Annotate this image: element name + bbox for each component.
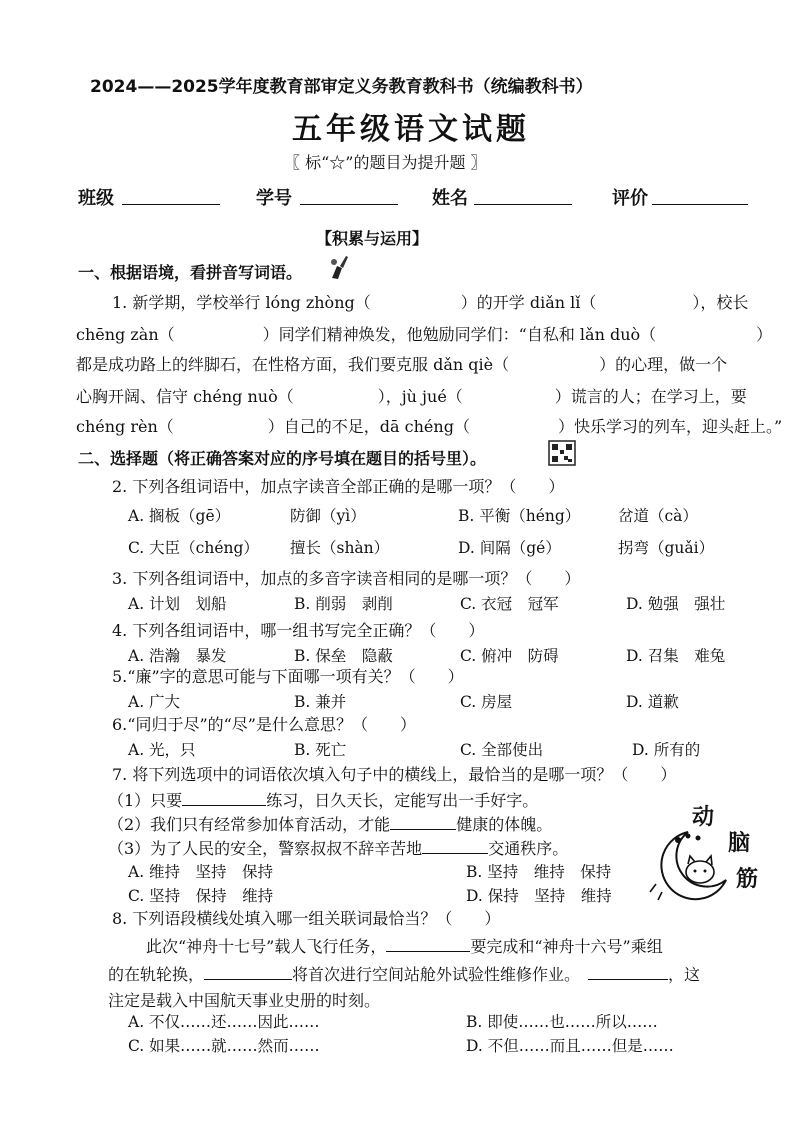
q7-blank-1[interactable]: [182, 791, 266, 806]
series-title: 2024——2025学年度教育部审定义务教育教科书（统编教科书）: [90, 77, 593, 97]
q8-para-line-2: 的在轨轮换， 将首次进行空间站舱外试验性维修作业。 ，这: [108, 965, 701, 984]
q7-opt-a[interactable]: A. 维持 坚持 保持: [128, 863, 274, 881]
field-name-label: 姓名: [432, 188, 468, 209]
field-grade-blank[interactable]: [652, 204, 748, 205]
q2-opt-d2: 拐弯（guǎi）: [618, 539, 715, 557]
moon-cat-icon: [648, 828, 734, 902]
field-name-blank[interactable]: [474, 204, 572, 205]
q4-opt-c[interactable]: C. 俯冲 防碍: [460, 647, 559, 665]
brain-teaser-badge: [644, 800, 764, 904]
q7-sentence-1: （1）只要 练习，日久天长，定能写出一手好字。: [108, 791, 539, 810]
q7-stem: 7. 将下列选项中的词语依次填入句子中的横线上，最恰当的是哪一项？（ ）: [112, 765, 677, 784]
q3-opt-c[interactable]: C. 衣冠 冠军: [460, 595, 559, 613]
q4-opt-d[interactable]: D. 召集 难兔: [626, 647, 726, 665]
field-grade-label: 评价: [612, 188, 648, 209]
part2-heading: 二、选择题（将正确答案对应的序号填在题目的括号里）。: [78, 449, 487, 468]
p1-line-5: chéng rèn（ ）自己的不足，dā chéng（ ）快乐学习的列车，迎头赶上。”: [76, 417, 783, 436]
field-class-label: 班级: [78, 188, 114, 209]
q3-opt-d[interactable]: D. 勉强 强壮: [626, 595, 726, 613]
q2-opt-d1[interactable]: D. 间隔（gé）: [458, 539, 561, 557]
q4-opt-a[interactable]: A. 浩瀚 暴发: [128, 647, 227, 665]
p1-line-3: 都是成功路上的绊脚石，在性格方面，我们要克服 dǎn qiè（ ）的心理，做一个: [76, 355, 728, 374]
q8-opt-d[interactable]: D. 不但……而且……但是……: [466, 1037, 674, 1055]
q6-opt-d[interactable]: D. 所有的: [632, 741, 701, 759]
q6-stem: 6.“同归于尽”的“尽”是什么意思？（ ）: [112, 715, 416, 734]
field-class-blank[interactable]: [122, 204, 220, 205]
q7-opt-d[interactable]: D. 保持 坚持 维持: [466, 887, 612, 905]
q2-opt-b2: 岔道（cà）: [618, 507, 698, 525]
q2-stem: 2. 下列各组词语中，加点字读音全部正确的是哪一项？（ ）: [112, 477, 565, 496]
qr-code-icon: [548, 440, 576, 466]
p1-line-1: 1. 新学期，学校举行 lóng zhòng（ ）的开学 diǎn lǐ（ ），校长: [112, 293, 749, 312]
p1-line-4: 心胸开阔、信守 chéng nuò（ ），jù jué（ ）谎言的人；在学习上，要: [76, 387, 747, 406]
q8-stem: 8. 下列语段横线处填入哪一组关联词最恰当？（ ）: [112, 909, 501, 928]
q5-opt-d[interactable]: D. 道歉: [626, 693, 679, 711]
q3-opt-b[interactable]: B. 削弱 剥削: [294, 595, 393, 613]
q8-blank-2[interactable]: [204, 965, 292, 980]
q6-opt-a[interactable]: A. 光，只: [128, 741, 196, 759]
q7-opt-b[interactable]: B. 坚持 维持 保持: [466, 863, 612, 881]
q2-opt-c1[interactable]: C. 大臣（chéng）: [128, 539, 259, 557]
field-id-blank[interactable]: [300, 204, 398, 205]
field-id-label: 学号: [256, 188, 292, 209]
q3-opt-a[interactable]: A. 计划 划船: [128, 595, 227, 613]
q5-stem: 5.“廉”字的意思可能与下面哪一项有关？（ ）: [112, 667, 464, 686]
q3-stem: 3. 下列各组词语中，加点的多音字读音相同的是哪一项？（ ）: [112, 569, 581, 588]
q7-blank-3[interactable]: [422, 839, 488, 854]
q8-para-line-1: 此次“神舟十七号”载人飞行任务， 要完成和“神舟十六号”乘组: [146, 937, 663, 956]
section-title: 【积累与运用】: [316, 229, 429, 248]
q5-opt-c[interactable]: C. 房屋: [460, 693, 513, 711]
writing-hand-icon: [328, 254, 350, 280]
p1-line-2: chēng zàn（ ）同学们精神焕发，他勉励同学们：“自私和 lǎn duò（ ）: [76, 325, 773, 344]
q6-opt-b[interactable]: B. 死亡: [294, 741, 347, 759]
q7-opt-c[interactable]: C. 坚持 保持 维持: [128, 887, 274, 905]
q8-opt-b[interactable]: B. 即使……也……所以……: [466, 1013, 658, 1031]
q8-opt-a[interactable]: A. 不仅……还……因此……: [128, 1013, 320, 1031]
q2-opt-b1[interactable]: B. 平衡（héng）: [458, 507, 581, 525]
q8-opt-c[interactable]: C. 如果……就……然而……: [128, 1037, 320, 1055]
q6-opt-c[interactable]: C. 全部使出: [460, 741, 544, 759]
q5-opt-b[interactable]: B. 兼并: [294, 693, 347, 711]
q5-opt-a[interactable]: A. 广大: [128, 693, 181, 711]
badge-char-3: 筋: [736, 867, 759, 892]
q2-opt-a2: 防御（yì）: [290, 507, 366, 525]
q4-stem: 4. 下列各组词语中，哪一组书写完全正确？（ ）: [112, 621, 485, 640]
q8-blank-1[interactable]: [386, 937, 470, 952]
q2-opt-c2: 擅长（shàn）: [290, 539, 390, 557]
q8-blank-3[interactable]: [588, 965, 668, 980]
q2-opt-a1[interactable]: A. 搁板（gē）: [128, 507, 231, 525]
badge-char-1: 动: [692, 805, 715, 830]
q8-para-line-3: 注定是载入中国航天事业史册的时刻。: [108, 991, 381, 1010]
q4-opt-b[interactable]: B. 保垒 隐蔽: [294, 647, 393, 665]
part1-heading: 一、根据语境，看拼音写词语。: [78, 263, 303, 282]
q7-sentence-3: （3）为了人民的安全，警察叔叔不辞辛苦地 交通秩序。: [108, 839, 569, 858]
q7-sentence-2: （2）我们只有经常参加体育活动，才能 健康的体魄。: [108, 815, 553, 834]
page-title: 五年级语文试题: [292, 112, 530, 147]
q7-blank-2[interactable]: [390, 815, 456, 830]
note-line: 〖 标“☆”的题目为提升题 〗: [284, 153, 487, 172]
badge-char-2: 脑: [728, 831, 751, 856]
